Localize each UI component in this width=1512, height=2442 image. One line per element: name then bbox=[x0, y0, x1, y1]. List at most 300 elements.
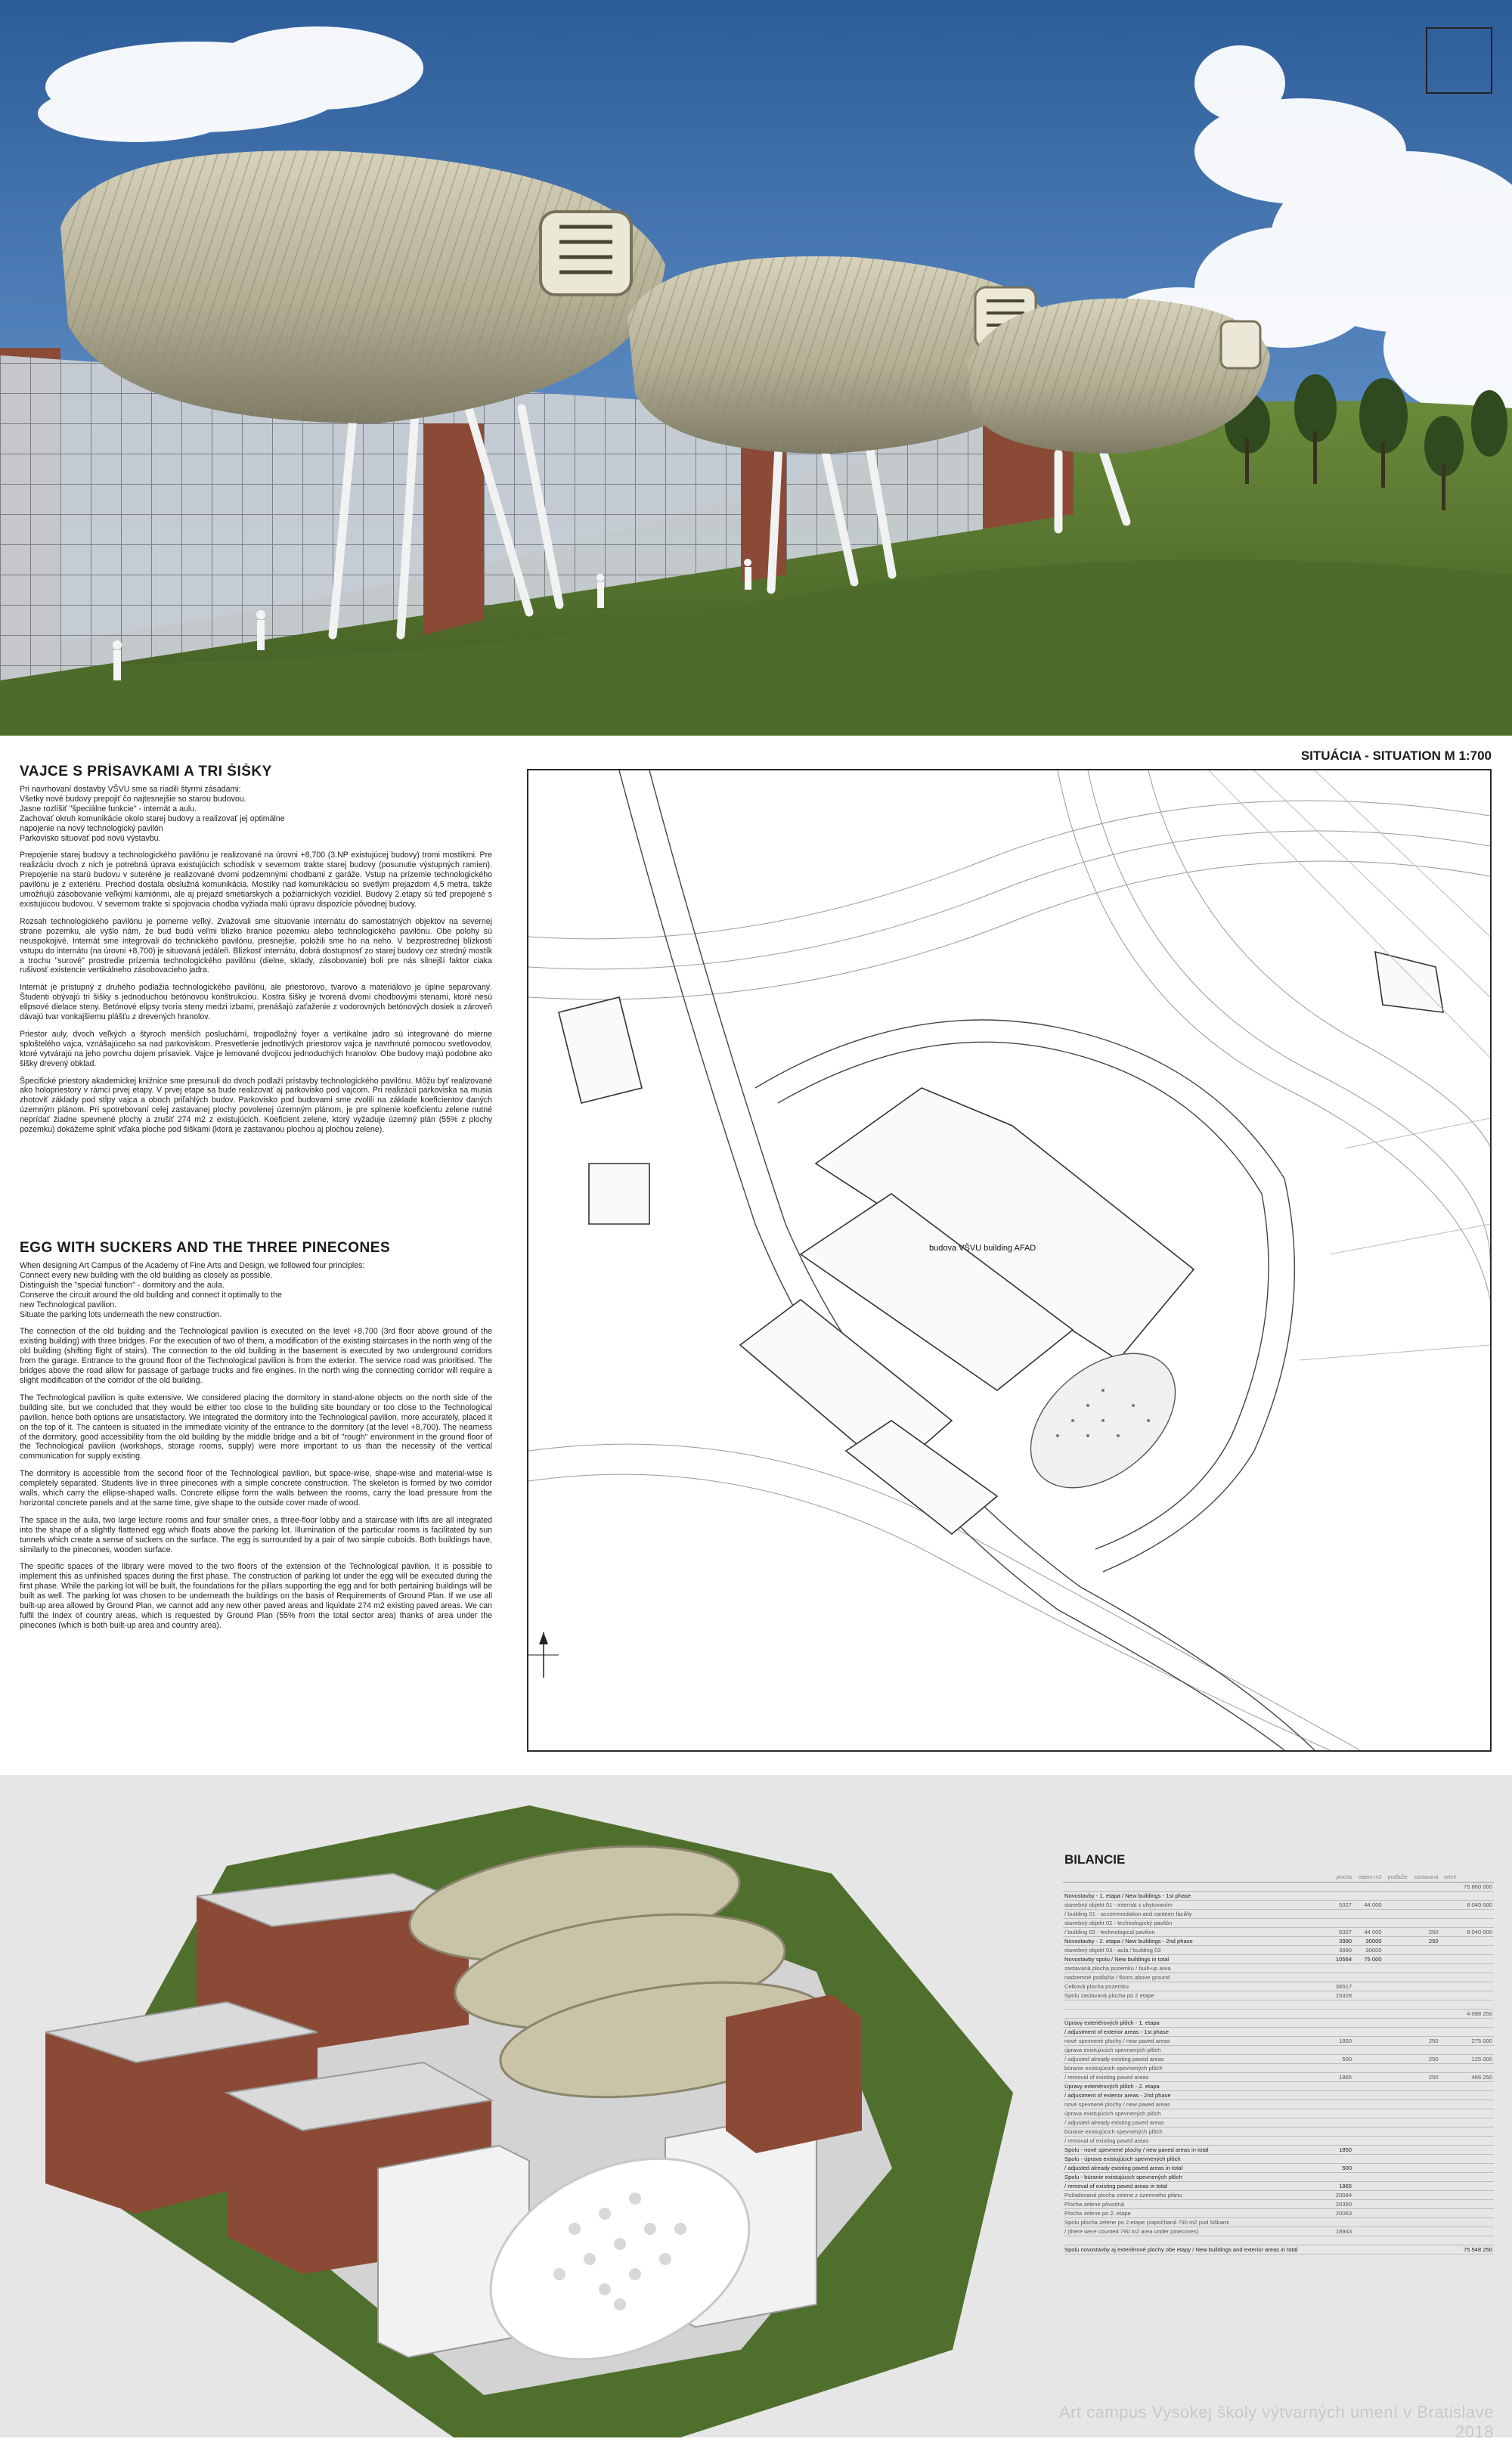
table-cell bbox=[1331, 2137, 1353, 2146]
table-cell bbox=[1383, 2019, 1409, 2028]
north-arrow-icon bbox=[528, 1632, 559, 1678]
table-cell: 30000 bbox=[1353, 1946, 1383, 1955]
situation-title: SITUÁCIA - SITUATION M 1:700 bbox=[1300, 748, 1492, 763]
table-cell bbox=[1353, 2173, 1383, 2182]
table-cell: 44 000 bbox=[1353, 1928, 1383, 1937]
table-cell bbox=[1440, 1946, 1458, 1955]
table-cell bbox=[1383, 2046, 1409, 2055]
table-cell: 8 040 000 bbox=[1458, 1928, 1494, 1937]
table-cell bbox=[1458, 2028, 1494, 2037]
table-cell bbox=[1063, 1873, 1331, 1883]
table-cell bbox=[1458, 2127, 1494, 2137]
english-paragraph: The specific spaces of the library were moved to the two floors of the extension of the Technological pavilion. It is possible to implement this as unfinished spaces during the first phase. The construction of parking lot under the egg will be executed during the first phase. While the parking lot will be built, the foundations for the pillars supporting the egg and for both pertaining buildings will be built as well. The parking lot was chosen to be underneath the buildings on the basis of Requirements of Ground Plan. If we use all built-up area allowed by Ground Plan, we cannot add any new other paved areas and liquidate 274 m2 existing paved areas. We can fulfil the Index of country areas, which is requested by Ground Plan (55% from the total sector area) thanks of area under the pinecones (which is both built-up area and country area). bbox=[20, 1562, 492, 1630]
table-cell bbox=[1440, 2155, 1458, 2164]
table-cell bbox=[1353, 2245, 1383, 2255]
table-row bbox=[1063, 1910, 1494, 1919]
table-cell bbox=[1458, 1919, 1494, 1928]
table-cell bbox=[1383, 1991, 1409, 2000]
table-cell: Plocha zelene po 2. etape bbox=[1063, 2209, 1331, 2218]
table-cell: Požadovaná plocha zelene z územného plánu bbox=[1063, 2191, 1331, 2200]
table-cell bbox=[1331, 1973, 1353, 1982]
table-row bbox=[1063, 2019, 1494, 2028]
table-row bbox=[1063, 1883, 1494, 1892]
table-cell: / building 02 - technological pavilion bbox=[1063, 1928, 1331, 1937]
table-cell bbox=[1440, 1910, 1458, 1919]
table-cell bbox=[1440, 2218, 1458, 2227]
table-cell: 30000 bbox=[1353, 1937, 1383, 1946]
table-cell bbox=[1409, 1919, 1440, 1928]
table-cell bbox=[1353, 2155, 1383, 2164]
table-cell: objem m3 bbox=[1353, 1873, 1383, 1883]
table-cell bbox=[1409, 2118, 1440, 2127]
table-cell bbox=[1458, 2227, 1494, 2236]
table-cell bbox=[1353, 2019, 1383, 2028]
table-cell bbox=[1353, 2127, 1383, 2137]
table-row bbox=[1063, 1928, 1494, 1937]
table-cell bbox=[1458, 2046, 1494, 2055]
table-cell bbox=[1353, 1991, 1383, 2000]
table-cell bbox=[1063, 2000, 1331, 2010]
table-row bbox=[1063, 2100, 1494, 2109]
table-cell bbox=[1409, 2182, 1440, 2191]
table-cell bbox=[1440, 2146, 1458, 2155]
table-cell bbox=[1409, 2218, 1440, 2227]
table-cell bbox=[1440, 2127, 1458, 2137]
table-cell bbox=[1383, 1946, 1409, 1955]
table-cell: 20350 bbox=[1331, 2200, 1353, 2209]
table-cell bbox=[1383, 1928, 1409, 1937]
table-row bbox=[1063, 2118, 1494, 2127]
table-cell bbox=[1353, 2118, 1383, 2127]
table-row bbox=[1063, 2146, 1494, 2155]
hero-rendering bbox=[0, 0, 1512, 736]
table-cell bbox=[1458, 2064, 1494, 2073]
english-intro: When designing Art Campus of the Academy of Fine Arts and Design, we followed four principles: Connect every new building with the old building as closely as possible. Distinguish the "special function" - dormitory and the aula. Conserve the circuit around the old building and connect it optimally to the new Technological pavilion. Situate the parking lots underneath the new construction. bbox=[20, 1261, 365, 1319]
table-cell bbox=[1409, 2137, 1440, 2146]
table-row bbox=[1063, 2055, 1494, 2064]
table-cell: Spolu - nové spevnené plochy / new paved areas in total bbox=[1063, 2146, 1331, 2155]
table-cell bbox=[1331, 2019, 1353, 2028]
table-cell bbox=[1409, 1955, 1440, 1964]
table-row bbox=[1063, 2127, 1494, 2137]
table-row bbox=[1063, 2209, 1494, 2218]
table-cell: podlažie bbox=[1383, 1873, 1409, 1883]
table-cell bbox=[1383, 1964, 1409, 1973]
table-cell: nadzemné podlažia / floors above ground bbox=[1063, 1973, 1331, 1982]
slovak-paragraph: Rozsah technologického pavilónu je pomerne veľký. Zvažovali sme situovanie internátu do samostatných objektov na severnej strane pozemku, ale vyšlo nám, že bud budú veľmi blízko hranice pozemku alebo technologického pavilónu. Obe polohy sú neuspokojivé. Internát sme integrovali do technického pavilónu, presnejšie, položili sme ho na neho. V bezprostrednej blízkosti vstupu do internátu (na úrovni +8,700) je situovaná jedáleň. Blízkosť internátu, dobrá dostupnosť zo starej budovy cez stredný mostík a trochu "surové" prostredie prízemia technologického pavilónu (dielne, sklady, zásobovanie) boli pre nás silnejší faktor ciaka rušivosť existencie vertikálneho zásobovacieho jadra. bbox=[20, 916, 492, 975]
table-cell: Spolu zastavaná plocha po 2 etape bbox=[1063, 1991, 1331, 2000]
table-cell: Spolu - úprava existujúcich spevnených plôch bbox=[1063, 2155, 1331, 2164]
table-cell bbox=[1440, 1919, 1458, 1928]
table-cell bbox=[1353, 1910, 1383, 1919]
table-cell: 20084 bbox=[1331, 2191, 1353, 2200]
table-cell bbox=[1383, 2028, 1409, 2037]
table-cell: Úpravy exteriérových plôch - 2. etapa bbox=[1063, 2082, 1331, 2091]
table-cell bbox=[1331, 1964, 1353, 1973]
table-cell bbox=[1458, 2137, 1494, 2146]
table-cell bbox=[1331, 2046, 1353, 2055]
table-cell bbox=[1458, 2209, 1494, 2218]
table-cell bbox=[1409, 2064, 1440, 2073]
table-row bbox=[1063, 2191, 1494, 2200]
table-row bbox=[1063, 2109, 1494, 2118]
table-cell: / (there were counted 790 m2 area under pinecones) bbox=[1063, 2227, 1331, 2236]
table-row bbox=[1063, 2073, 1494, 2082]
table-row bbox=[1063, 2028, 1494, 2037]
table-cell: 75 860 000 bbox=[1458, 1883, 1494, 1892]
table-cell bbox=[1383, 2227, 1409, 2236]
table-cell bbox=[1383, 2037, 1409, 2046]
table-cell: búranie existujúcich spevnených plôch bbox=[1063, 2127, 1331, 2137]
table-cell bbox=[1353, 2091, 1383, 2100]
table-cell: 20063 bbox=[1331, 2209, 1353, 2218]
table-cell bbox=[1353, 1892, 1383, 1901]
table-cell: / adjusted already existing paved areas bbox=[1063, 2055, 1331, 2064]
table-cell bbox=[1440, 2137, 1458, 2146]
table-row bbox=[1063, 1873, 1494, 1883]
table-cell bbox=[1440, 2019, 1458, 2028]
table-cell: 15328 bbox=[1331, 1991, 1353, 2000]
table-cell bbox=[1353, 1982, 1383, 1991]
table-cell: / adjusted already existing paved areas bbox=[1063, 2118, 1331, 2127]
site-plan bbox=[527, 769, 1492, 1752]
table-cell bbox=[1458, 2182, 1494, 2191]
table-cell bbox=[1409, 2091, 1440, 2100]
table-cell bbox=[1353, 2200, 1383, 2209]
table-cell bbox=[1458, 2173, 1494, 2182]
table-cell: 275 000 bbox=[1458, 2037, 1494, 2046]
table-row bbox=[1063, 1919, 1494, 1928]
table-cell bbox=[1409, 2000, 1440, 2010]
table-cell bbox=[1353, 1973, 1383, 1982]
table-cell bbox=[1331, 2000, 1353, 2010]
table-cell bbox=[1331, 2091, 1353, 2100]
table-cell bbox=[1458, 2109, 1494, 2118]
table-cell: nové spevnené plochy / new paved areas bbox=[1063, 2037, 1331, 2046]
table-cell: stavebný objekt 03 - aula / building 03 bbox=[1063, 1946, 1331, 1955]
table-cell bbox=[1440, 2037, 1458, 2046]
table-cell bbox=[1353, 2064, 1383, 2073]
table-cell bbox=[1353, 1919, 1383, 1928]
table-cell bbox=[1353, 2082, 1383, 2091]
table-row bbox=[1063, 2010, 1494, 2019]
balance-table bbox=[1063, 1873, 1494, 2255]
table-row bbox=[1063, 2218, 1494, 2227]
slovak-paragraph: Priestor auly, dvoch veľkých a štyroch menších posluchární, trojpodlažný foyer a vertikálne jadro sú integrované do mierne sploštelého vajca, vznášajúceho sa nad parkoviskom. Presvetlenie jednotlivých priestorov vajca je navrhnuté pomocou svetlovodov, ktoré vytvárajú na jeho povrchu dojem prísaviek. Vajce je lemované dvojicou jednoduchých hranolov. Obe budovy majú podobne ako šišky drevený obklad. bbox=[20, 1029, 492, 1068]
table-cell bbox=[1409, 2164, 1440, 2173]
table-cell bbox=[1409, 2082, 1440, 2091]
table-cell: 18943 bbox=[1331, 2227, 1353, 2236]
table-row bbox=[1063, 1946, 1494, 1955]
english-paragraph: The Technological pavilion is quite extensive. We considered placing the dormitory in stand-alone objects on the north side of the building site, but we concluded that they would be either too close to the building site boundary or too close to the Technological pavilion, hence both options are unsatisfactory. We integrated the dormitory into the Technological pavilion, more accurately, placed it on the top of it. The canteen is situated in the immediate vicinity of the entrance to the dormitory (at the level +8,700). The nearness of the dormitory, good accessibility from the old building by the middle bridge and a bit of "rough" environment in the ground floor of the Technological pavilion (workshops, storage rooms, supply) were more important to us than the necessity of the vertical communication for supply existing. bbox=[20, 1393, 492, 1461]
table-cell: 8 040 000 bbox=[1458, 1901, 1494, 1910]
table-cell bbox=[1383, 2118, 1409, 2127]
table-cell: 1850 bbox=[1331, 2146, 1353, 2155]
table-cell bbox=[1383, 2245, 1409, 2255]
table-cell bbox=[1383, 2191, 1409, 2200]
table-cell bbox=[1383, 2200, 1409, 2209]
table-cell bbox=[1331, 1919, 1353, 1928]
table-cell bbox=[1440, 2182, 1458, 2191]
table-row bbox=[1063, 1901, 1494, 1910]
table-row bbox=[1063, 2155, 1494, 2164]
table-cell: úprava existujúcich spevnených plôch bbox=[1063, 2109, 1331, 2118]
table-cell: / adjusted already existing paved areas in total bbox=[1063, 2164, 1331, 2173]
table-cell: 500 bbox=[1331, 2164, 1353, 2173]
table-cell bbox=[1331, 2109, 1353, 2118]
table-cell bbox=[1383, 2073, 1409, 2082]
table-cell bbox=[1440, 1991, 1458, 2000]
table-cell bbox=[1409, 1973, 1440, 1982]
table-cell: / removal of existing paved areas in total bbox=[1063, 2182, 1331, 2191]
table-cell bbox=[1409, 1910, 1440, 1919]
building-label: budova VŠVU building AFAD bbox=[929, 1244, 1036, 1253]
table-cell: zastavaná plocha pozemku / built-up area bbox=[1063, 1964, 1331, 1973]
table-cell bbox=[1440, 2100, 1458, 2109]
table-cell: / adjustment of exterior areas - 2nd phase bbox=[1063, 2091, 1331, 2100]
table-row bbox=[1063, 2000, 1494, 2010]
table-cell bbox=[1383, 2218, 1409, 2227]
table-cell bbox=[1458, 2100, 1494, 2109]
slovak-paragraph: Prepojenie starej budovy a technologického pavilónu je realizované na úrovni +8,700 (3.NP existujúcej budovy) tromi mostíkmi. Pre realizáciu dvoch z nich je potrebná úprava existujúcich schodísk v severnom trakte starej budovy (posunutie výstupných ramien). Prepojenie na starú budovu v suteréne je realizované dvomi podzemnými chodbami z garáže. Vstup na prízemie technologického pavilónu je z exteriéru. Prechod dostala obslužná komunikácia. Mostíky nad komunikáciou so svetlým prejazdom 4,5 metra, takže umožňujú zásobovanie veľkými kamiónmi, ale aj prejazd smetiarskych a požiarnických vozidiel. Budovy 2.etapy sú teď prepojené s existujúcou budovou. V severnom trakte si spojovacia chodba vyžiada malú úpravu dispozície pôvodnej budovy. bbox=[20, 851, 492, 909]
table-cell bbox=[1458, 1937, 1494, 1946]
table-cell bbox=[1331, 2082, 1353, 2091]
table-cell bbox=[1331, 2236, 1353, 2245]
table-cell bbox=[1409, 1982, 1440, 1991]
table-cell: Spolu novostavby aj exteriérové plochy obe etapy / New buildings and exterior areas in total bbox=[1063, 2245, 1331, 2255]
table-cell bbox=[1458, 2155, 1494, 2164]
table-cell bbox=[1440, 2064, 1458, 2073]
table-cell bbox=[1383, 1919, 1409, 1928]
table-cell bbox=[1440, 2109, 1458, 2118]
table-row bbox=[1063, 1982, 1494, 1991]
table-cell: 250 bbox=[1409, 2073, 1440, 2082]
table-cell: stavebný objekt 02 - technologický pavilón bbox=[1063, 1919, 1331, 1928]
table-cell bbox=[1331, 2118, 1353, 2127]
table-cell bbox=[1383, 1883, 1409, 1892]
table-cell bbox=[1440, 1955, 1458, 1964]
table-row bbox=[1063, 2137, 1494, 2146]
table-cell: 4 088 250 bbox=[1458, 2010, 1494, 2019]
table-cell bbox=[1440, 1973, 1458, 1982]
table-row bbox=[1063, 2064, 1494, 2073]
table-cell bbox=[1353, 2236, 1383, 2245]
table-cell bbox=[1409, 2019, 1440, 2028]
table-cell bbox=[1409, 2109, 1440, 2118]
table-row bbox=[1063, 1973, 1494, 1982]
table-cell: zastavaná bbox=[1409, 1873, 1440, 1883]
table-cell: 1850 bbox=[1331, 2037, 1353, 2046]
table-row bbox=[1063, 1937, 1494, 1946]
slovak-paragraph: Internát je prístupný z druhého podlažia technologického pavilónu, ale priestorovo, tvarovo a materiálovo je úplne separovaný. Študenti obývajú tri šišky s jednoduchou betónovou konštrukciou. Kostra šišky je tvorená dvomi chodbovými stenami, ktoré nesú elipsové dielace steny. Betónové elipsy tvoria steny medzi izbami, prenášajú zaťaženie z vodorovných betónových dosiek a zároveň dávajú tvar vonkajšiemu plášťu z drevených hranolov. bbox=[20, 983, 492, 1022]
slovak-intro: Pri navrhovaní dostavby VŠVU sme sa riadili štyrmi zásadami: Všetky nové budovy prepojiť čo najtesnejšie so starou budovou. Jasne rozlíšiť "špeciálne funkcie" - internát a aulu. Zachovať okruh komunikácie okolo starej budovy a realizovať jej optimálne napojenie na nový technologický pavilón Parkovisko situovať pod novú výstavbu. bbox=[20, 785, 285, 843]
table-cell bbox=[1409, 2010, 1440, 2019]
table-cell: 44 000 bbox=[1353, 1901, 1383, 1910]
table-cell bbox=[1458, 2091, 1494, 2100]
table-cell: Plocha zelene pôvodná bbox=[1063, 2200, 1331, 2209]
bilancie-title: BILANCIE bbox=[1064, 1852, 1126, 1867]
table-cell bbox=[1409, 2155, 1440, 2164]
table-cell bbox=[1383, 2127, 1409, 2137]
table-cell: 3990 bbox=[1331, 1937, 1353, 1946]
table-cell bbox=[1383, 2137, 1409, 2146]
table-row bbox=[1063, 2236, 1494, 2245]
table-row bbox=[1063, 1892, 1494, 1901]
table-cell bbox=[1383, 1910, 1409, 1919]
table-cell bbox=[1353, 2182, 1383, 2191]
table-cell: úprava existujúcich spevnených plôch bbox=[1063, 2046, 1331, 2055]
table-cell bbox=[1409, 1964, 1440, 1973]
table-cell: Novostavby - 1. etapa / New buildings - 1st phase bbox=[1063, 1892, 1331, 1901]
table-cell bbox=[1353, 1883, 1383, 1892]
table-cell bbox=[1458, 1892, 1494, 1901]
table-cell bbox=[1440, 2000, 1458, 2010]
table-cell: plocha bbox=[1331, 1873, 1353, 1883]
table-cell bbox=[1458, 2082, 1494, 2091]
table-cell bbox=[1353, 2164, 1383, 2173]
table-row bbox=[1063, 1964, 1494, 1973]
table-cell bbox=[1331, 2155, 1353, 2164]
table-cell bbox=[1440, 2227, 1458, 2236]
table-cell bbox=[1409, 2200, 1440, 2209]
table-cell bbox=[1440, 2010, 1458, 2019]
table-cell bbox=[1353, 2055, 1383, 2064]
table-cell bbox=[1440, 2046, 1458, 2055]
table-cell bbox=[1383, 2146, 1409, 2155]
table-cell bbox=[1063, 1883, 1331, 1892]
table-cell bbox=[1383, 1955, 1409, 1964]
table-row bbox=[1063, 2046, 1494, 2055]
table-cell: Spolu - búranie existujúcich spevnených plôch bbox=[1063, 2173, 1331, 2182]
table-cell bbox=[1331, 2218, 1353, 2227]
table-cell: / adjustment of exterior areas - 1st phase bbox=[1063, 2028, 1331, 2037]
table-cell bbox=[1383, 2082, 1409, 2091]
table-row bbox=[1063, 2037, 1494, 2046]
table-cell bbox=[1353, 2000, 1383, 2010]
table-cell: nové spevnené plochy / new paved areas bbox=[1063, 2100, 1331, 2109]
table-cell: 3990 bbox=[1331, 1946, 1353, 1955]
table-cell bbox=[1383, 2236, 1409, 2245]
table-row bbox=[1063, 2173, 1494, 2182]
table-cell: 1865 bbox=[1331, 2182, 1353, 2191]
table-cell bbox=[1409, 1892, 1440, 1901]
table-cell bbox=[1331, 1883, 1353, 1892]
table-row bbox=[1063, 2245, 1494, 2255]
table-cell bbox=[1409, 2245, 1440, 2255]
table-cell bbox=[1440, 2118, 1458, 2127]
table-cell bbox=[1383, 1937, 1409, 1946]
table-cell: 500 bbox=[1331, 2055, 1353, 2064]
slovak-paragraph: Špecifické priestory akademickej knižnice sme presunuli do dvoch podlaží prístavby technologického pavilónu. Môžu byť realizované ako holopriestory v rámci prvej etapy. V prvej etape sa bude realizovať aj parkovisko pod vajcom. Pri realizácii parkoviska sa musia zhotoviť základy pod stĺpy vajca a oboch priľahlých budov. Parkovisko pod budovami sme zvolili na základe koeficientov daných územným plánom. Pri spotrebovaní celej zastavanej plochy povolenej územným plánom, je pre splnenie koeficientu zelene nutné neprídať žiadne spevnené plochy a zrušiť 274 m2 z existujúcich. Koeficient zelene, ktorý vyžaduje územný plán (55% z plochy pozemku) dokážeme splniť vďaka ploche pod šiškami (ktorá je zastavanou plochou aj plochou zelene). bbox=[20, 1076, 492, 1135]
table-cell bbox=[1440, 2245, 1458, 2255]
table-row bbox=[1063, 1991, 1494, 2000]
table-cell bbox=[1440, 2082, 1458, 2091]
table-cell bbox=[1440, 1982, 1458, 1991]
table-cell bbox=[1458, 1910, 1494, 1919]
table-cell: Celková plocha pozemku bbox=[1063, 1982, 1331, 1991]
table-cell bbox=[1458, 2236, 1494, 2245]
table-cell bbox=[1440, 2200, 1458, 2209]
table-cell bbox=[1383, 2000, 1409, 2010]
table-row bbox=[1063, 2082, 1494, 2091]
table-cell bbox=[1383, 2091, 1409, 2100]
table-cell bbox=[1458, 2200, 1494, 2209]
table-cell bbox=[1353, 2191, 1383, 2200]
table-cell: Novostavby - 2. etapa / New buildings - 2nd phase bbox=[1063, 1937, 1331, 1946]
table-cell bbox=[1353, 2137, 1383, 2146]
table-cell bbox=[1353, 2010, 1383, 2019]
table-cell bbox=[1331, 2245, 1353, 2255]
table-cell bbox=[1458, 2218, 1494, 2227]
table-cell: 75 000 bbox=[1353, 1955, 1383, 1964]
table-cell bbox=[1458, 1982, 1494, 1991]
english-title: EGG WITH SUCKERS AND THE THREE PINECONES bbox=[20, 1240, 391, 1256]
table-cell bbox=[1458, 1973, 1494, 1982]
table-cell bbox=[1331, 2028, 1353, 2037]
table-cell bbox=[1331, 1910, 1353, 1919]
footer-caption: Art campus Vysokej školy výtvarných umení v Bratislave 2018 bbox=[1058, 2403, 1494, 2441]
table-cell: 250 bbox=[1409, 2055, 1440, 2064]
table-cell bbox=[1383, 1973, 1409, 1982]
table-cell: / removal of existing paved areas bbox=[1063, 2137, 1331, 2146]
table-cell bbox=[1353, 1964, 1383, 1973]
table-cell bbox=[1409, 2146, 1440, 2155]
table-cell: 250 bbox=[1409, 2037, 1440, 2046]
table-row bbox=[1063, 2164, 1494, 2173]
table-cell: 10564 bbox=[1331, 1955, 1353, 1964]
table-cell: 250 bbox=[1409, 1928, 1440, 1937]
table-cell bbox=[1383, 1901, 1409, 1910]
table-cell bbox=[1409, 1883, 1440, 1892]
table-cell bbox=[1331, 2010, 1353, 2019]
table-cell bbox=[1409, 2191, 1440, 2200]
table-row bbox=[1063, 2200, 1494, 2209]
table-cell bbox=[1383, 2100, 1409, 2109]
table-cell bbox=[1440, 1883, 1458, 1892]
table-cell bbox=[1440, 1892, 1458, 1901]
table-cell bbox=[1383, 2209, 1409, 2218]
table-cell bbox=[1331, 2127, 1353, 2137]
table-row bbox=[1063, 2091, 1494, 2100]
table-cell bbox=[1383, 2164, 1409, 2173]
table-cell bbox=[1458, 1946, 1494, 1955]
table-cell bbox=[1440, 2173, 1458, 2182]
parcel-lines bbox=[1209, 770, 1490, 1360]
table-cell bbox=[1383, 2182, 1409, 2191]
table-cell bbox=[1458, 2000, 1494, 2010]
table-cell bbox=[1440, 2028, 1458, 2037]
table-cell bbox=[1458, 1964, 1494, 1973]
table-cell bbox=[1409, 2127, 1440, 2137]
table-cell bbox=[1440, 1937, 1458, 1946]
table-cell bbox=[1440, 1901, 1458, 1910]
table-cell: / removal of existing paved areas bbox=[1063, 2073, 1331, 2082]
english-paragraph: The space in the aula, two large lecture rooms and four smaller ones, a three-floor lobby and a staircase with lifts are all integrated into the shape of a slightly flattened egg which floats above the parking lot. Illumination of the particular rooms is facilitated by sun tunnels which create a sense of suckers on the surface. The egg is surrounded by a pair of two simple cuboids. Both buildings have, similarly to the pinecones, wooden surface. bbox=[20, 1515, 492, 1554]
table-cell bbox=[1409, 2046, 1440, 2055]
table-cell bbox=[1440, 1928, 1458, 1937]
table-cell: búranie existujúcich spevnených plôch bbox=[1063, 2064, 1331, 2073]
title-box-frame bbox=[1426, 27, 1492, 94]
english-paragraph: The dormitory is accessible from the second floor of the Technological pavilion, but space-wise, shape-wise and material-wise is completely separated. Students live in three pinecones with a simple concrete construction. The skeleton is formed by two corridor walls, which carry the ellipse-shaped walls. Concrete ellipse form the walls between the rooms, carry the load pressure from the horizontal concrete panels and at the same time, give shape to the outside cover made of wood. bbox=[20, 1469, 492, 1508]
table-cell bbox=[1409, 2209, 1440, 2218]
table-cell bbox=[1440, 2091, 1458, 2100]
table-cell bbox=[1409, 2227, 1440, 2236]
table-cell bbox=[1353, 2073, 1383, 2082]
table-cell bbox=[1458, 1955, 1494, 1964]
table-cell bbox=[1409, 2100, 1440, 2109]
slovak-title: VAJCE S PRÍSAVKAMI A TRI ŠIŠKY bbox=[20, 764, 272, 779]
table-cell bbox=[1331, 2064, 1353, 2073]
